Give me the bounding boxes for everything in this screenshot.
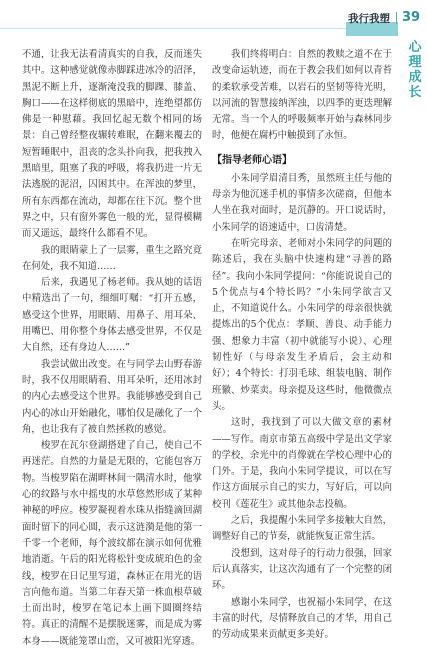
paragraph: 不通，让我无法看清真实的自我，反而迷失其中。这种感觉就像赤脚踩进冰冷的沼泽，黑泥不断上升，逐渐淹没我的脚踝、膝盖、胸口——在这样彻底的黑暗中，连绝望都仿佛是一种慰藉。我回忆起无数个相同的场景：自己曾经整夜辗转难眠，在翻来覆去的短暂睡眠中，沮丧的念头扑向我，把我拽入黑暗里，阻塞了我的呼吸，将我扔进一片无法逃脱的泥沼，囚困其中。在浑浊的梦里，所有东西都在流动，却都在往下沉。整个世界之中，只有窗外雾色一般的光，显得模糊而又遥远，最终什么都看不见。 — [22, 49, 202, 240]
section-heading: 【指导老师心语】 — [212, 154, 292, 166]
header-separator — [396, 12, 397, 24]
paragraph: 我的眼睛蒙上了一层雾，重生之路究竟在何处，我不知道…… — [22, 244, 202, 272]
sidebar-char-4: 长 — [408, 85, 422, 100]
sidebar-char-3: 成 — [408, 70, 422, 85]
header-rule — [0, 28, 398, 29]
paragraph: 这时，我找到了可以大做文章的素材——写作。南京市第五高级中学是出文学家的学校，余光中的肖像就在学校心理中心的门外。于是，我向小朱同学提议，可以在写作这方面展示自己的实力，写好后，可以向校刊《莲花生》或其他杂志投稿。 — [212, 417, 392, 510]
paragraph: 小朱同学眉清目秀，虽然班主任与他的母亲为他沉迷手机的事情多次磋商，但他本人坐在我对面时，是沉静的。开口说话时，小朱同学的语速适中，口齿清楚。 — [212, 172, 392, 233]
paragraph: 之后，我提醒小朱同学多接触大自然，调整好自己的节奏，就能恢复正常生活。 — [212, 515, 392, 543]
paragraph: 我们终将明白：自然的教赎之道不在于改变命运轨迹，而在于教会我们如何以青苔的柔软承受苦难，以岩石的坚韧等待光明，以河流的智慧接纳浑浊，以四季的更迭理解无常。当一个人的呼吸频率开始与森林同步时，他便在腐朽中触摸到了永恒。 — [212, 49, 392, 142]
paragraph: 没想到，这对母子的行动力很强，回家后认真落实，让这次沟通有了一个完整的闭环。 — [212, 547, 392, 592]
paragraph: 感谢小朱同学，也祝福小朱同学，在这丰富的时代，尽情释放自己的才华，用自己的劳动成果来贡献更多美好。 — [212, 596, 392, 641]
paragraph: 梭罗在瓦尔登湖搭建了自己，使自己不再迷茫。自然的力量是无限的，它能包容万物。当梭罗陷在湖畔林间一隅清水时，他掌心的纹路与水中摇曳的水草悠然形成了某种神秘的呼应。梭罗凝视着水珠从指缝滴回湖面时留下的同心圆，表示这涟漪是他的第一千零一个老师，每个波纹都在演示如何优雅地消逝。午后的阳光将松针变成琥珀色的金线，梭罗在日记里写道，森林正在用光的语言向他布道。当第二年春天第一株血根草破土而出时，梭罗在笔记本上画下圆圈终结符。真正的清醒不是摆脱迷雾，而是成为雾本身——既能笼罩山峦，又可被阳光穿透。 — [22, 440, 202, 647]
paragraph: 后来，我遇见了杨老师。我从她的话语中精选出了一句，细细叮嘱：“打开五感，感受这个世界，用眼睛、用鼻子、用耳朵、用嘴巴、用你整个身体去感受世界，不仅是大自然，还有身边人……” — [22, 277, 202, 354]
page-header — [0, 0, 427, 40]
paragraph: 我尝试做出改变。在与同学去山野春游时，我不仅用眼睛看、用耳朵听，还用冰封的内心去感受这个世界。我能够感受到自己内心的冰山开始融化，哪怕仅是融化了一个角，也让我有了被自然拯救的感觉。 — [22, 358, 202, 435]
section-tag: 我行我塑 — [348, 13, 390, 25]
left-column — [22, 47, 202, 650]
sidebar-char-2: 理 — [408, 55, 422, 70]
sidebar-char-1: 心 — [408, 40, 422, 55]
section-sidebar-label — [403, 40, 427, 132]
right-column — [212, 47, 392, 643]
paragraph: 在听完母亲、老师对小朱同学的问题的陈述后，我在头脑中快速构建“寻善的路径”。我向小朱同学提问：“你能说说自己的5个优点与4个特长吗？”小朱同学欲言又止，不知道说什么。小朱同学的母亲很快就提炼出的5个优点：孝顺、善良、动手能力强、想象力丰富（初中就能写小说）、心理韧性好（与母亲发生矛盾后，会主动和好）；4个特长：打羽毛球、组装电脑、制作班徽、炒菜卖。母亲提及这些时，他微微点头。 — [212, 237, 392, 412]
page-number: 39 — [402, 10, 421, 25]
